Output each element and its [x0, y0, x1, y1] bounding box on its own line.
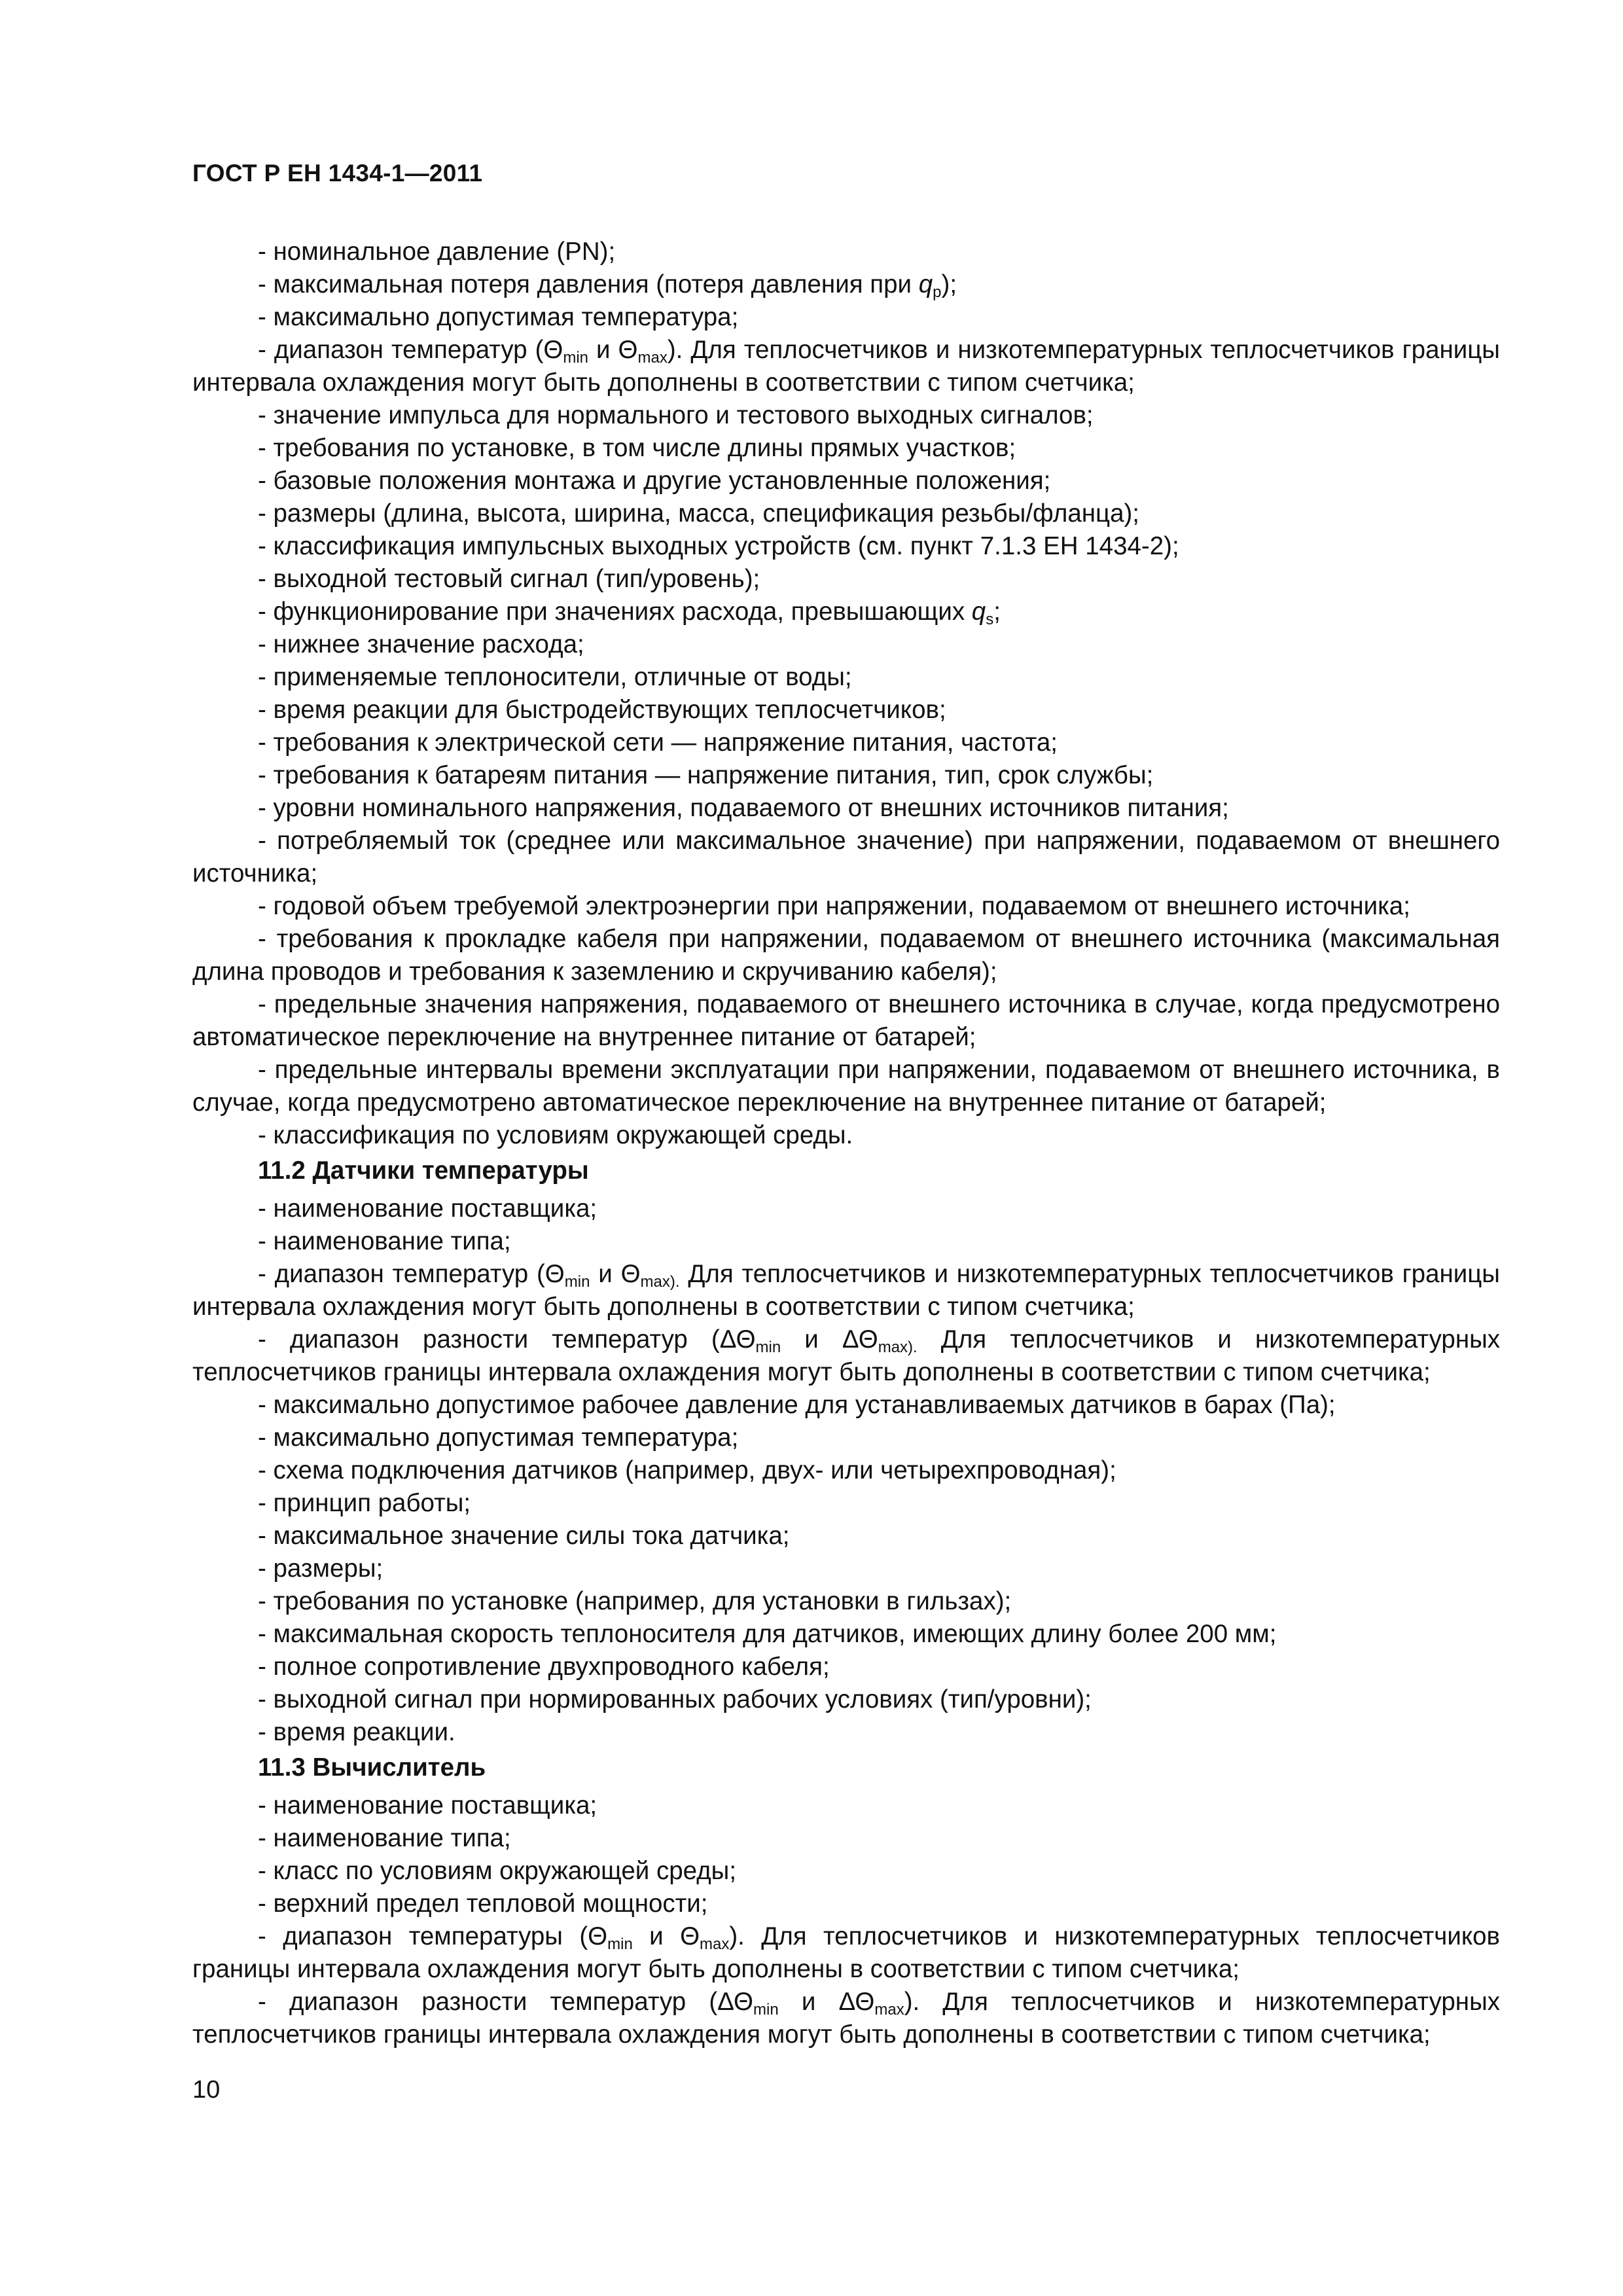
list-item [192, 1888, 1500, 1920]
text-run: max [700, 1935, 730, 1953]
text-run: ). Для теплосчетчиков и низкотемпературных теплосчетчиков границы интервала охлаждения могут быть дополнены в соответствии с типом счетчика; [192, 1988, 1500, 2049]
text-run: p [933, 283, 942, 301]
text-run: - классификация по условиям окружающей среды. [258, 1121, 853, 1149]
text-run: min [607, 1935, 633, 1953]
list-item [192, 792, 1500, 825]
text-run: - выходной сигнал при нормированных рабочих условиях (тип/уровни); [258, 1685, 1092, 1713]
text-run: - диапазон разности температур (ΔΘ [258, 1988, 753, 2016]
text-run: - класс по условиям окружающей среды; [258, 1857, 737, 1885]
list-item [192, 694, 1500, 726]
text-run: - наименование типа; [258, 1227, 511, 1255]
list-item [192, 1487, 1500, 1520]
section-heading: 11.3 Вычислитель [258, 1753, 486, 1782]
list-item [192, 1454, 1500, 1487]
text-run: - потребляемый ток (среднее или максимальное значение) при напряжении, подаваемом от внешнего источника; [192, 827, 1500, 888]
text-run: и Θ [632, 1922, 700, 1950]
list-item [192, 1552, 1500, 1585]
list-item [192, 661, 1500, 694]
list-item [192, 1193, 1500, 1225]
list-item [192, 1323, 1500, 1389]
text-run: - требования по установке (например, для установки в гильзах); [258, 1587, 1012, 1615]
list-item [192, 1920, 1500, 1986]
text-run: min [563, 349, 589, 367]
list-item [192, 923, 1500, 988]
page-number: 10 [192, 2076, 221, 2104]
text-run: max [874, 2001, 904, 2018]
list-item [192, 497, 1500, 530]
list-item [192, 1855, 1500, 1888]
list-item [192, 825, 1500, 890]
list-item [192, 530, 1500, 563]
list-item [192, 1119, 1500, 1152]
text-run: Для теплосчетчиков и низкотемпературных теплосчетчиков границы интервала охлаждения могут быть дополнены в соответствии с типом счетчика; [192, 1325, 1500, 1386]
text-run: max). [640, 1273, 680, 1291]
text-run: Для теплосчетчиков и низкотемпературных теплосчетчиков границы интервала охлаждения могут быть дополнены в соответствии с типом счетчика; [192, 1260, 1500, 1321]
list-item [192, 726, 1500, 759]
list-item [192, 596, 1500, 628]
list-item [192, 1789, 1500, 1822]
list-item [192, 563, 1500, 596]
text-run: - уровни номинального напряжения, подаваемого от внешних источников питания; [258, 794, 1229, 822]
text-run: max). [878, 1338, 918, 1356]
text-run: q [918, 270, 933, 298]
text-run: - время реакции. [258, 1718, 455, 1746]
list-item [192, 1683, 1500, 1716]
text-run: - наименование поставщика; [258, 1791, 597, 1820]
text-run: - диапазон температур (Θ [258, 336, 563, 364]
list-item [192, 1225, 1500, 1258]
text-run: s [986, 611, 994, 628]
section-1 [192, 1155, 1500, 1749]
text-run: - нижнее значение расхода; [258, 630, 584, 658]
text-run: - максимально допустимая температура; [258, 1424, 739, 1452]
text-run: q [971, 598, 986, 626]
text-run: и ΔΘ [778, 1988, 875, 2016]
text-run: - диапазон температур (Θ [258, 1260, 565, 1288]
text-run: - предельные интервалы времени эксплуатации при напряжении, подаваемом от внешнего источника, в случае, когда предусмотрено автоматическое переключение на внутреннее питание от батарей; [192, 1056, 1500, 1117]
text-run: - требования к электрической сети — напряжение питания, частота; [258, 728, 1058, 757]
text-run: ); [941, 270, 957, 298]
text-run: - применяемые теплоносители, отличные от воды; [258, 663, 852, 691]
text-run: - требования к прокладке кабеля при напряжении, подаваемом от внешнего источника (максимальная длина проводов и требования к заземлению и скручиванию кабеля); [192, 925, 1500, 986]
list-item [192, 1520, 1500, 1552]
text-run: ; [993, 598, 1001, 626]
section-2 [192, 1751, 1500, 2051]
list-item [192, 1258, 1500, 1323]
text-run: - полное сопротивление двухпроводного кабеля; [258, 1653, 830, 1681]
text-run: - требования по установке, в том числе длины прямых участков; [258, 434, 1016, 462]
text-run: max [637, 349, 668, 367]
text-run: и Θ [590, 1260, 641, 1288]
text-run: - размеры (длина, высота, ширина, масса, спецификация резьбы/фланца); [258, 499, 1139, 528]
list-item [192, 399, 1500, 432]
text-run: - наименование типа; [258, 1824, 511, 1852]
text-run: - значение импульса для нормального и тестового выходных сигналов; [258, 401, 1094, 429]
text-run: и Θ [588, 336, 638, 364]
list-item [192, 1422, 1500, 1454]
text-run: - принцип работы; [258, 1489, 471, 1517]
text-run: - размеры; [258, 1554, 383, 1583]
text-run: - максимально допустимое рабочее давление для устанавливаемых датчиков в барах (Па); [258, 1391, 1336, 1419]
text-run: - максимально допустимая температура; [258, 303, 739, 331]
list-item [192, 1986, 1500, 2051]
list-item [192, 1822, 1500, 1855]
text-run: min [753, 2001, 779, 2018]
text-run: - требования к батареям питания — напряжение питания, тип, срок службы; [258, 761, 1154, 789]
list-item [192, 988, 1500, 1054]
text-run: ). Для теплосчетчиков и низкотемпературных теплосчетчиков границы интервала охлаждения могут быть дополнены в соответствии с типом счетчика; [192, 336, 1500, 397]
list-item [192, 301, 1500, 334]
list-item [192, 1716, 1500, 1749]
list-item [192, 465, 1500, 497]
list-item [192, 1054, 1500, 1119]
text-run: - диапазон температуры (Θ [258, 1922, 608, 1950]
document-body [192, 236, 1500, 2051]
text-run: и ΔΘ [781, 1325, 878, 1354]
list-item [192, 432, 1500, 465]
text-run: min [755, 1338, 781, 1356]
document-header: ГОСТ Р ЕН 1434-1—2011 [192, 160, 483, 187]
text-run: - время реакции для быстродействующих теплосчетчиков; [258, 696, 946, 724]
text-run: - диапазон разности температур (ΔΘ [258, 1325, 756, 1354]
list-item [192, 1651, 1500, 1683]
text-run: min [564, 1273, 590, 1291]
list-item [192, 759, 1500, 792]
text-run: - предельные значения напряжения, подаваемого от внешнего источника в случае, когда предусмотрено автоматическое переключение на внутреннее питание от батарей; [192, 990, 1500, 1051]
text-run: - максимальное значение силы тока датчика; [258, 1522, 790, 1550]
text-run: ). Для теплосчетчиков и низкотемпературных теплосчетчиков границы интервала охлаждения могут быть дополнены в соответствии с типом счетчика; [192, 1922, 1500, 1983]
text-run: - наименование поставщика; [258, 1194, 597, 1223]
section-0 [192, 236, 1500, 1152]
list-item [192, 236, 1500, 268]
list-item [192, 1618, 1500, 1651]
text-run: - классификация импульсных выходных устройств (см. пункт 7.1.3 ЕН 1434-2); [258, 532, 1179, 560]
list-item [192, 628, 1500, 661]
list-item [192, 268, 1500, 301]
list-item [192, 890, 1500, 923]
text-run: - верхний предел тепловой мощности; [258, 1890, 708, 1918]
list-item [192, 334, 1500, 399]
text-run: - максимальная потеря давления (потеря давления при [258, 270, 919, 298]
list-item [192, 1389, 1500, 1422]
text-run: - схема подключения датчиков (например, двух- или четырехпроводная); [258, 1456, 1116, 1484]
text-run: - функционирование при значениях расхода, превышающих [258, 598, 972, 626]
text-run: - базовые положения монтажа и другие установленные положения; [258, 467, 1051, 495]
text-run: - максимальная скорость теплоносителя для датчиков, имеющих длину более 200 мм; [258, 1620, 1277, 1648]
text-run: - выходной тестовый сигнал (тип/уровень); [258, 565, 760, 593]
text-run: - номинальное давление (PN); [258, 238, 616, 266]
list-item [192, 1585, 1500, 1618]
text-run: - годовой объем требуемой электроэнергии при напряжении, подаваемом от внешнего источника; [258, 892, 1410, 920]
section-heading: 11.2 Датчики температуры [258, 1157, 589, 1185]
